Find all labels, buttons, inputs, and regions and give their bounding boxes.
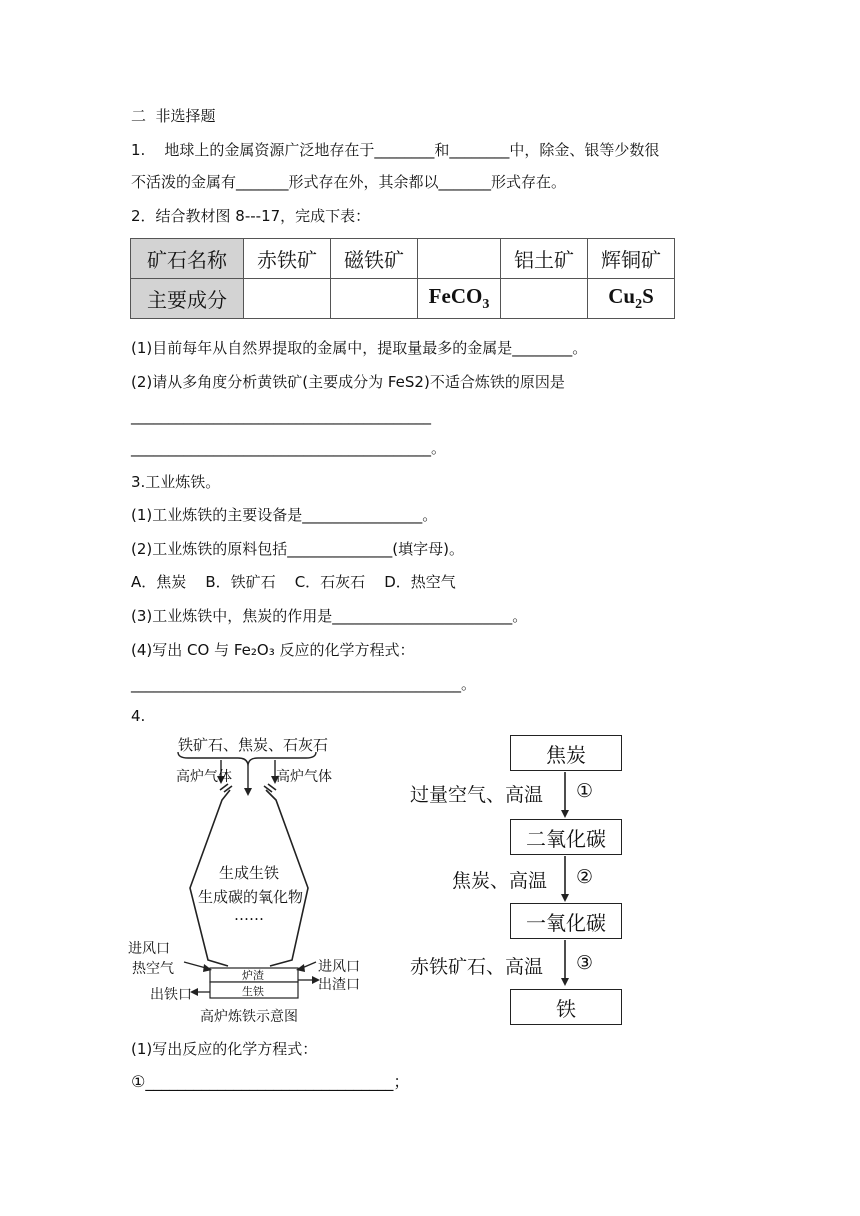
furnace-inlet-right: 进风口 xyxy=(318,959,360,975)
q4-equation-1: ①_______________________________； xyxy=(131,1072,410,1091)
flow-box-co: 一氧化碳 xyxy=(510,903,622,939)
ore-table-row-components xyxy=(131,279,675,319)
component-header: 主要成分 xyxy=(131,279,244,319)
ore-name-header: 矿石名称 xyxy=(131,239,244,279)
q1-line1: 1. 地球上的金属资源广泛地存在于________和________中，除金、银等少数很 xyxy=(131,141,660,159)
q1-line2: 不活泼的金属有_______形式存在外，其余都以_______形式存在。 xyxy=(131,173,567,191)
furnace-inside-2: 生成碳的氧化物 xyxy=(198,888,304,906)
ore-magnetite: 磁铁矿 xyxy=(331,239,418,279)
furnace-feed-label: 铁矿石、焦炭、石灰石 xyxy=(178,736,329,754)
component-bauxite xyxy=(501,279,588,319)
q2-part2: (2)请从多角度分析黄铁矿(主要成分为 FeS2)不适合炼铁的原因是 xyxy=(131,373,565,391)
furnace-pig-iron: 生铁 xyxy=(242,985,264,998)
furnace-iron-outlet: 出铁口 xyxy=(150,987,192,1003)
q3-title: 3.工业炼铁。 xyxy=(131,473,221,491)
furnace-hot-air: 热空气 xyxy=(132,961,174,977)
q3-part2: (2)工业炼铁的原料包括______________(填字母)。 xyxy=(131,540,464,558)
furnace-inlet-left: 进风口 xyxy=(128,941,170,957)
flow-arrows xyxy=(555,770,575,990)
ore-chalcocite: 辉铜矿 xyxy=(588,239,675,279)
flow-box-iron: 铁 xyxy=(510,989,622,1025)
flow-box-coke: 焦炭 xyxy=(510,735,622,771)
furnace-gas-left: 高炉气体 xyxy=(176,769,232,785)
component-feco3: FeCO$_3$ xyxy=(418,279,501,319)
ore-table-row-names xyxy=(131,239,675,279)
component-hematite xyxy=(244,279,331,319)
q2-intro: 2．结合教材图 8---17，完成下表： xyxy=(131,207,371,225)
q2-blank2: ________________________________________。 xyxy=(131,439,447,457)
furnace-inside-3: …… xyxy=(234,906,264,924)
ore-hematite: 赤铁矿 xyxy=(244,239,331,279)
flow-cond-2: 焦炭、高温 xyxy=(452,870,548,892)
q3-part1: (1)工业炼铁的主要设备是________________。 xyxy=(131,506,438,524)
furnace-slag-outlet: 出渣口 xyxy=(318,977,360,993)
flow-num-1: ① xyxy=(576,780,594,802)
q3-part4: (4)写出 CO 与 Fe₂O₃ 反应的化学方程式： xyxy=(131,641,415,659)
furnace-inside-1: 生成生铁 xyxy=(219,864,280,882)
q3-part3: (3)工业炼铁中，焦炭的作用是________________________。 xyxy=(131,607,528,625)
furnace-caption: 高炉炼铁示意图 xyxy=(200,1009,298,1025)
q2-blank1: ________________________________________ xyxy=(131,407,431,425)
flow-cond-3: 赤铁矿石、高温 xyxy=(410,956,544,978)
q4-number: 4. xyxy=(131,707,146,725)
q3-options: A．焦炭 B．铁矿石 C．石灰石 D．热空气 xyxy=(131,573,456,591)
flow-box-co2: 二氧化碳 xyxy=(510,819,622,855)
component-magnetite xyxy=(331,279,418,319)
ore-bauxite: 铝土矿 xyxy=(501,239,588,279)
flow-cond-1: 过量空气、高温 xyxy=(410,784,544,806)
component-cu2s: $Cu_2S$ xyxy=(588,279,675,319)
q2-part1: (1)目前每年从自然界提取的金属中，提取量最多的金属是________。 xyxy=(131,339,588,357)
ore-table xyxy=(130,238,675,319)
furnace-gas-right: 高炉气体 xyxy=(276,769,332,785)
furnace-slag: 炉渣 xyxy=(242,969,264,982)
q4-part1: (1)写出反应的化学方程式： xyxy=(131,1040,318,1058)
flow-num-3: ③ xyxy=(576,952,594,974)
section-title: 二 非选择题 xyxy=(131,107,216,125)
q3-blank: ____________________________________________。 xyxy=(131,675,477,693)
flow-num-2: ② xyxy=(576,866,594,888)
ore-blank-name xyxy=(418,239,501,279)
